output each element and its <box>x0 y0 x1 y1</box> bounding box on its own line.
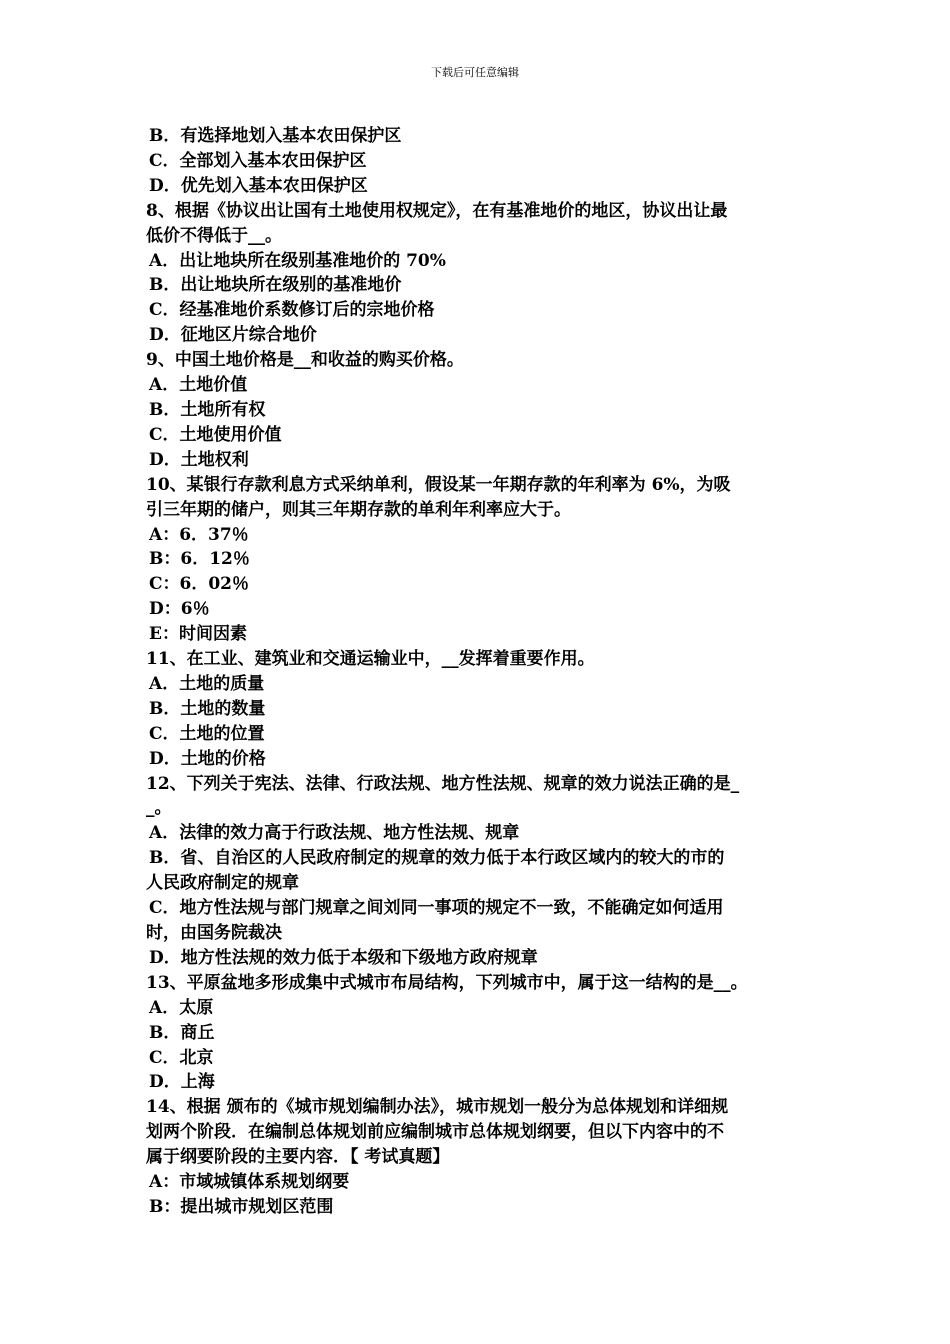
question-text-line: 8、根据《协议出让国有土地使用权规定》，在有基准地价的地区，协议出让最 <box>146 200 728 221</box>
answer-option-line: B．商丘 <box>149 1022 215 1043</box>
answer-option-line: C．全部划入基本农田保护区 <box>149 150 367 171</box>
answer-option-line: A．太原 <box>149 997 214 1018</box>
answer-option-line: A：6．37％ <box>149 524 249 545</box>
answer-option-line: B．省、自治区的人民政府制定的规章的效力低于本行政区域内的较大的市的 <box>149 848 725 869</box>
answer-option-line: A．出让地块所在级别基准地价的 70% <box>149 250 446 271</box>
answer-option-line: A：市域城镇体系规划纲要 <box>149 1172 350 1193</box>
question-text-line: 属于纲要阶段的主要内容．【 考试真题】 <box>146 1147 450 1168</box>
page-header: 下载后可任意编辑 <box>431 66 519 79</box>
answer-option-line: C．经基准地价系数修订后的宗地价格 <box>149 300 435 321</box>
answer-option-line: C．地方性法规与部门规章之间刘同一事项的规定不一致，不能确定如何适用 <box>149 898 724 919</box>
question-text-line: 时，由国务院裁决 <box>146 923 282 943</box>
answer-option-line: C．北京 <box>149 1047 214 1068</box>
answer-option-line: D．上海 <box>149 1072 215 1093</box>
answer-option-line: B：提出城市规划区范围 <box>149 1196 334 1217</box>
answer-option-line: B．土地的数量 <box>149 698 266 719</box>
answer-option-line: C：6．02％ <box>149 574 250 595</box>
document-body <box>146 124 810 1220</box>
answer-option-line: C．土地的位置 <box>149 723 265 744</box>
question-text-line: 划两个阶段．在编制总体规划前应编制城市总体规划纲要，但以下内容中的不 <box>146 1122 724 1143</box>
question-text-line: 12、下列关于宪法、法律、行政法规、地方性法规、规章的效力说法正确的是_ <box>146 773 740 794</box>
answer-option-line: B．有选择地划入基本农田保护区 <box>149 126 402 146</box>
answer-option-line: D．土地权利 <box>149 449 249 470</box>
answer-option-line: D．地方性法规的效力低于本级和下级地方政府规章 <box>149 947 538 968</box>
question-text-line: 引三年期的储户，则其三年期存款的单利年利率应大于。 <box>146 499 571 520</box>
answer-option-line: B：6．12％ <box>149 549 250 570</box>
answer-option-line: E：时间因素 <box>149 624 247 645</box>
question-text-line: 14、根据 颁布的《城市规划编制办法》，城市规划一般分为总体规划和详细规 <box>146 1097 729 1118</box>
answer-option-line: A．土地价值 <box>149 375 248 396</box>
answer-option-line: C．土地使用价值 <box>149 424 282 445</box>
question-text-line: 11、在工业、建筑业和交通运输业中，__发挥着重要作用。 <box>146 649 595 670</box>
answer-option-line: B．土地所有权 <box>149 399 266 420</box>
question-text-line: 人民政府制定的规章 <box>146 873 299 894</box>
answer-option-line: B．出让地块所在级别的基准地价 <box>149 275 402 296</box>
answer-option-line: A．土地的质量 <box>149 673 265 694</box>
question-text-line: 10、某银行存款利息方式采纳单利，假设某一年期存款的年利率为 6%，为吸 <box>146 474 731 495</box>
question-text-line: 13、平原盆地多形成集中式城市布局结构，下列城市中，属于这一结构的是__。 <box>146 972 748 993</box>
answer-option-line: A．法律的效力高于行政法规、地方性法规、规章 <box>149 823 520 844</box>
answer-option-line: D．土地的价格 <box>149 748 266 769</box>
answer-option-line: D：6％ <box>149 599 210 620</box>
answer-option-line: D．优先划入基本农田保护区 <box>149 175 368 196</box>
answer-option-line: D．征地区片综合地价 <box>149 325 317 346</box>
question-text-line: 9、中国土地价格是__和收益的购买价格。 <box>146 350 464 371</box>
question-text-line: _。 <box>146 798 172 819</box>
question-text-line: 低价不得低于__。 <box>146 225 282 246</box>
